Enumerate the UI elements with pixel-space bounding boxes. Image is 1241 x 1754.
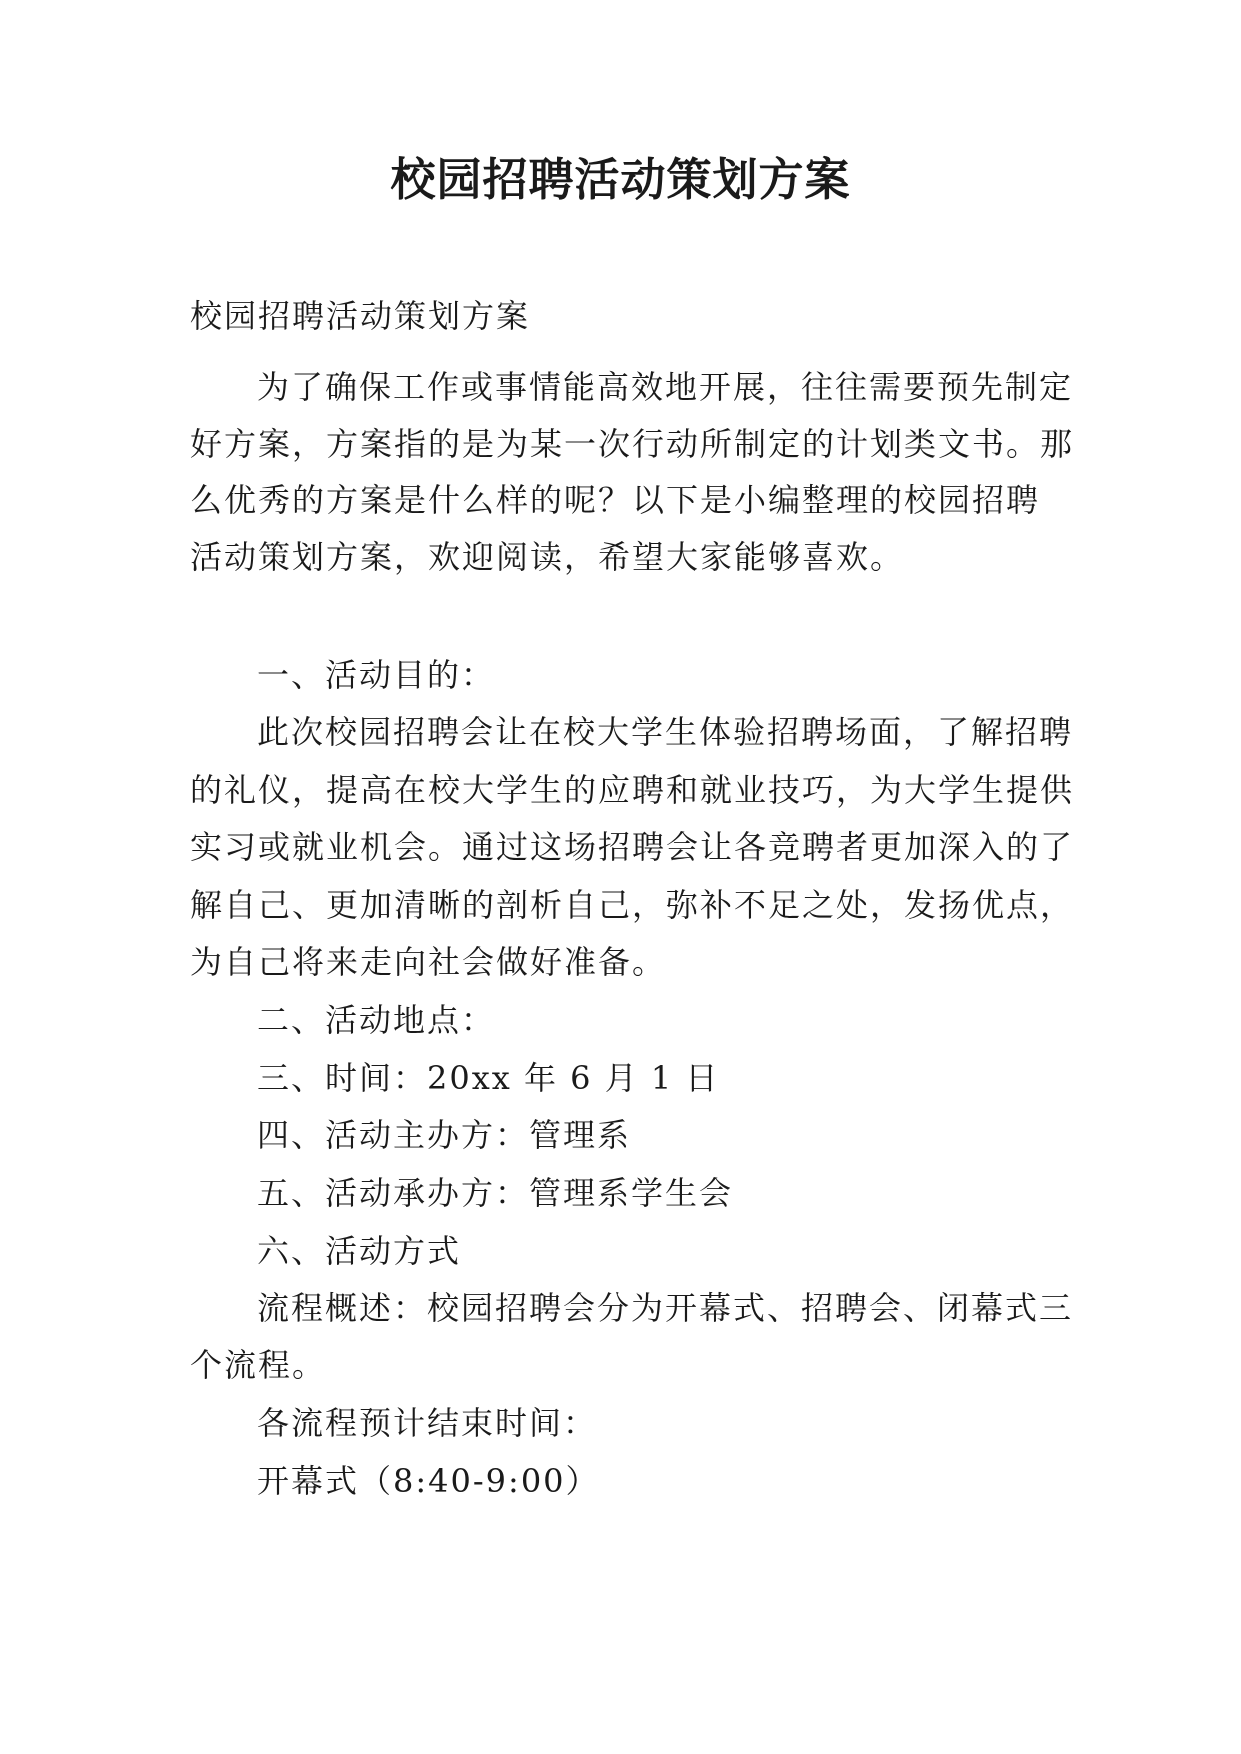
- section-heading-organizer: 四、活动主办方：管理系: [257, 1116, 632, 1154]
- section-heading-format: 六、活动方式: [257, 1232, 462, 1270]
- intro-line: 好方案，方案指的是为某一次行动所制定的计划类文书。那: [190, 425, 1075, 463]
- intro-line: 为了确保工作或事情能高效地开展，往往需要预先制定: [257, 368, 1074, 406]
- purpose-line: 此次校园招聘会让在校大学生体验招聘场面，了解招聘: [257, 713, 1074, 751]
- section-heading-location: 二、活动地点：: [257, 1001, 496, 1039]
- section-heading-purpose: 一、活动目的：: [257, 656, 496, 694]
- flow-line: 个流程。: [190, 1346, 327, 1384]
- flow-line: 流程概述：校园招聘会分为开幕式、招聘会、闭幕式三: [257, 1289, 1074, 1327]
- section-heading-host: 五、活动承办方：管理系学生会: [257, 1174, 734, 1212]
- end-time-heading: 各流程预计结束时间：: [257, 1404, 598, 1442]
- intro-line: 么优秀的方案是什么样的呢？以下是小编整理的校园招聘: [190, 481, 1041, 519]
- opening-ceremony-time: 开幕式（8:40-9:00）: [257, 1462, 600, 1500]
- section-heading-time: 三、时间：20xx 年 6 月 1 日: [257, 1059, 720, 1097]
- purpose-line: 的礼仪，提高在校大学生的应聘和就业技巧，为大学生提供: [190, 771, 1075, 809]
- purpose-line: 解自己、更加清晰的剖析自己，弥补不足之处，发扬优点，: [190, 886, 1075, 924]
- purpose-line: 实习或就业机会。通过这场招聘会让各竞聘者更加深入的了: [190, 828, 1075, 866]
- purpose-line: 为自己将来走向社会做好准备。: [190, 943, 667, 981]
- document-title: 校园招聘活动策划方案: [390, 153, 851, 206]
- intro-line: 活动策划方案，欢迎阅读，希望大家能够喜欢。: [190, 538, 905, 576]
- document-subtitle: 校园招聘活动策划方案: [190, 297, 531, 335]
